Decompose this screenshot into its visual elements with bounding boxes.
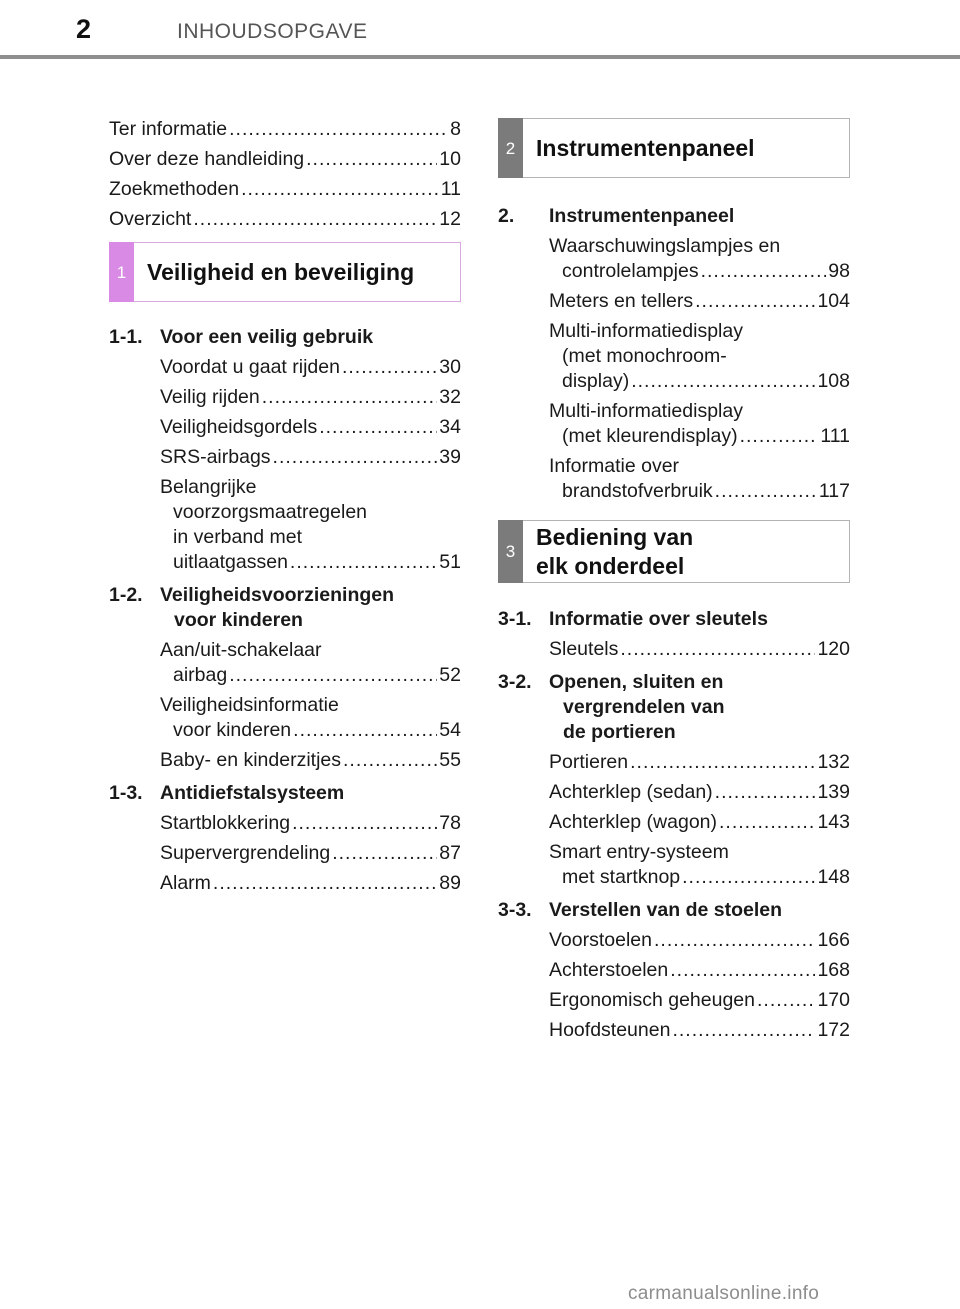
dot-leader xyxy=(631,369,815,394)
dot-leader xyxy=(229,663,437,688)
toc-item-line: Multi-informatiedisplay xyxy=(549,400,743,422)
toc-item-page: 172 xyxy=(817,1019,850,1041)
toc-item[interactable] xyxy=(549,750,850,775)
section-number: 1-2. xyxy=(109,584,143,606)
section-heading[interactable] xyxy=(498,204,850,229)
toc-item[interactable] xyxy=(549,1018,850,1043)
chapter-1-box[interactable] xyxy=(109,242,461,302)
toc-item-line: Aan/uit-schakelaar xyxy=(160,639,322,661)
section-items xyxy=(498,637,850,662)
toc-item-title: Startblokkering xyxy=(160,812,291,834)
section-title-line: Instrumentenpaneel xyxy=(549,205,735,227)
section-number: 3-2. xyxy=(498,671,532,693)
dot-leader xyxy=(630,750,815,775)
toc-item-page: 120 xyxy=(817,638,850,660)
section-number: 3-1. xyxy=(498,608,532,630)
toc-item-page: 55 xyxy=(439,749,461,771)
dot-leader xyxy=(654,928,815,953)
chapter-2-box[interactable] xyxy=(498,118,850,178)
toc-item-title: uitlaatgassen xyxy=(173,551,288,573)
toc-item-page: 166 xyxy=(817,929,850,951)
section-title xyxy=(160,781,461,806)
left-sections xyxy=(109,325,461,896)
dot-leader xyxy=(306,147,437,172)
toc-item-row xyxy=(160,355,461,380)
toc-item[interactable] xyxy=(549,399,850,449)
dot-leader xyxy=(273,445,438,470)
toc-entry-page: 12 xyxy=(439,208,461,230)
section-heading[interactable] xyxy=(109,781,461,806)
dot-leader xyxy=(757,988,815,1013)
toc-item-row xyxy=(160,550,461,575)
dot-leader xyxy=(229,117,448,142)
toc-item-page: 170 xyxy=(817,989,850,1011)
toc-entry-page: 11 xyxy=(440,178,461,200)
toc-item[interactable] xyxy=(160,841,461,866)
dot-leader xyxy=(293,718,437,743)
toc-item-page: 132 xyxy=(817,751,850,773)
toc-item-row xyxy=(549,369,850,394)
section-title-line: de portieren xyxy=(563,721,676,743)
toc-item[interactable] xyxy=(549,958,850,983)
dot-leader xyxy=(213,871,437,896)
toc-item-row xyxy=(549,289,850,314)
toc-item-page: 89 xyxy=(439,872,461,894)
toc-entry-title: Zoekmethoden xyxy=(109,178,240,200)
toc-item-title: controlelampjes xyxy=(562,260,699,282)
dot-leader xyxy=(290,550,437,575)
section-items xyxy=(498,234,850,504)
toc-item-row xyxy=(549,780,850,805)
chapter-title: Instrumentenpaneel xyxy=(536,134,755,161)
section-title-line: Antidiefstalsysteem xyxy=(160,782,345,804)
toc-item-row xyxy=(160,385,461,410)
section-title xyxy=(549,670,850,745)
dot-leader xyxy=(342,355,437,380)
toc-item[interactable] xyxy=(549,780,850,805)
toc-item-title: Voorstoelen xyxy=(549,929,652,951)
toc-item-row xyxy=(549,928,850,953)
chapter-tab: 2 xyxy=(498,118,523,178)
toc-item-title: Ergonomisch geheugen xyxy=(549,989,755,1011)
toc-item-title: Veilig rijden xyxy=(160,386,260,408)
toc-item-line: in verband met xyxy=(173,526,302,548)
toc-item-row xyxy=(160,748,461,773)
toc-item-page: 52 xyxy=(439,664,461,686)
toc-item-line: Veiligheidsinformatie xyxy=(160,694,339,716)
section-number: 1-3. xyxy=(109,782,143,804)
toc-item-row xyxy=(549,988,850,1013)
section-items xyxy=(109,811,461,896)
toc-item-row xyxy=(549,865,850,890)
dot-leader xyxy=(682,865,815,890)
toc-item-page: 168 xyxy=(817,959,850,981)
toc-entry-title: Over deze handleiding xyxy=(109,148,305,170)
toc-item-line: Informatie over xyxy=(549,455,680,477)
toc-item[interactable] xyxy=(160,638,461,688)
section-heading[interactable] xyxy=(498,670,850,745)
toc-entry-title: Overzicht xyxy=(109,208,192,230)
toc-item-page: 51 xyxy=(439,551,461,573)
dot-leader xyxy=(262,385,438,410)
toc-entry[interactable] xyxy=(109,202,461,232)
toc-item-row xyxy=(160,415,461,440)
toc-item-title: Hoofdsteunen xyxy=(549,1019,671,1041)
toc-item[interactable] xyxy=(160,748,461,773)
toc-entry-title: Ter informatie xyxy=(109,118,228,140)
section-title xyxy=(160,583,461,633)
dot-leader xyxy=(332,841,437,866)
toc-item-row xyxy=(549,637,850,662)
chapter-tab: 3 xyxy=(498,520,523,583)
toc-item-line: Waarschuwingslampjes en xyxy=(549,235,781,257)
dot-leader xyxy=(343,748,437,773)
toc-entry[interactable] xyxy=(109,142,461,172)
toc-item[interactable] xyxy=(160,415,461,440)
toc-item-page: 98 xyxy=(828,260,850,282)
chapter-title-line: Bediening van xyxy=(536,523,694,550)
right-sections-3 xyxy=(498,607,850,1043)
dot-leader xyxy=(695,289,815,314)
section-number: 3-3. xyxy=(498,899,532,921)
section-items xyxy=(498,750,850,890)
chapter-3-box[interactable] xyxy=(498,520,850,583)
toc-item-row xyxy=(160,811,461,836)
toc-item-title: Alarm xyxy=(160,872,211,894)
toc-item-title: Portieren xyxy=(549,751,629,773)
section-number: 1-1. xyxy=(109,326,143,348)
toc-item[interactable] xyxy=(549,988,850,1013)
toc-item[interactable] xyxy=(160,871,461,896)
dot-leader xyxy=(193,207,437,232)
toc-item-page: 78 xyxy=(439,812,461,834)
section-heading[interactable] xyxy=(498,607,850,632)
toc-item-title: SRS-airbags xyxy=(160,446,271,468)
toc-item-title: voor kinderen xyxy=(173,719,292,741)
toc-item-page: 54 xyxy=(439,719,461,741)
section-items xyxy=(109,638,461,773)
toc-item-page: 117 xyxy=(818,480,850,502)
toc-item-page: 143 xyxy=(817,811,850,833)
watermark: carmanualsonline.info xyxy=(628,1283,820,1304)
toc-item-title: Sleutels xyxy=(549,638,619,660)
toc-entry[interactable] xyxy=(109,172,461,202)
toc-item[interactable] xyxy=(549,454,850,504)
toc-item[interactable] xyxy=(549,840,850,890)
toc-item-title: Supervergrendeling xyxy=(160,842,331,864)
left-column xyxy=(109,112,461,896)
section-title xyxy=(549,607,850,632)
section-heading[interactable] xyxy=(498,898,850,923)
toc-item-page: 39 xyxy=(439,446,461,468)
section-title-line: Voor een veilig gebruik xyxy=(160,326,374,348)
section-heading[interactable] xyxy=(109,325,461,350)
toc-item-line: (met monochroom- xyxy=(562,345,727,367)
toc-item-title: Achterstoelen xyxy=(549,959,669,981)
toc-item-page: 30 xyxy=(439,356,461,378)
dot-leader xyxy=(319,415,437,440)
toc-item-page: 34 xyxy=(439,416,461,438)
toc-item[interactable] xyxy=(549,234,850,284)
toc-item-title: met startknop xyxy=(562,866,681,888)
chapter-title-line: elk onderdeel xyxy=(536,552,685,579)
toc-item-row xyxy=(160,663,461,688)
toc-item-row xyxy=(549,424,850,449)
section-title xyxy=(549,204,850,229)
toc-item-title: Veiligheidsgordels xyxy=(160,416,318,438)
toc-item[interactable] xyxy=(160,355,461,380)
toc-item[interactable] xyxy=(549,810,850,835)
toc-item-page: 111 xyxy=(820,425,850,447)
section-title-line: Informatie over sleutels xyxy=(549,608,768,630)
toc-item-row xyxy=(160,718,461,743)
dot-leader xyxy=(719,810,815,835)
toc-item-title: Meters en tellers xyxy=(549,290,694,312)
toc-entry[interactable] xyxy=(109,112,461,142)
header-title: INHOUDSOPGAVE xyxy=(177,20,368,43)
toc-item-line: Belangrijke xyxy=(160,476,257,498)
toc-item[interactable] xyxy=(160,445,461,470)
toc-item-title: airbag xyxy=(173,664,228,686)
toc-item-row xyxy=(549,810,850,835)
toc-item[interactable] xyxy=(160,811,461,836)
toc-item-page: 104 xyxy=(817,290,850,312)
toc-item-line: Smart entry-systeem xyxy=(549,841,729,863)
toc-entry-page: 10 xyxy=(439,148,461,170)
toc-item-row xyxy=(549,750,850,775)
toc-item-title: display) xyxy=(562,370,630,392)
toc-item-title: brandstofverbruik xyxy=(562,480,713,502)
toc-item-line: voorzorgsmaatregelen xyxy=(173,501,368,523)
section-title xyxy=(549,898,850,923)
chapter-title: Veiligheid en beveiliging xyxy=(147,258,415,285)
toc-item-page: 139 xyxy=(817,781,850,803)
toc-item-row xyxy=(549,958,850,983)
right-column xyxy=(498,118,850,1043)
intro-list xyxy=(109,112,461,232)
toc-item[interactable] xyxy=(160,385,461,410)
toc-item[interactable] xyxy=(549,289,850,314)
chapter-tab: 1 xyxy=(109,242,134,302)
right-sections-2 xyxy=(498,204,850,504)
dot-leader xyxy=(701,259,827,284)
page-number: 2 xyxy=(76,14,92,44)
section-title xyxy=(160,325,461,350)
section-title-line: Veiligheidsvoorzieningen xyxy=(160,584,395,606)
toc-item-page: 32 xyxy=(439,386,461,408)
section-title-line: voor kinderen xyxy=(174,609,303,631)
toc-item[interactable] xyxy=(549,928,850,953)
toc-item-row xyxy=(160,871,461,896)
toc-item-title: Achterklep (wagon) xyxy=(549,811,717,833)
toc-item-row xyxy=(549,1018,850,1043)
toc-item-row xyxy=(549,259,850,284)
toc-item-title: (met kleurendisplay) xyxy=(562,425,738,447)
toc-item-line: Multi-informatiedisplay xyxy=(549,320,743,342)
section-items xyxy=(109,355,461,575)
dot-leader xyxy=(292,811,437,836)
dot-leader xyxy=(740,424,819,449)
page-header xyxy=(0,0,960,62)
dot-leader xyxy=(670,958,815,983)
toc-item[interactable] xyxy=(160,693,461,743)
toc-item-page: 87 xyxy=(439,842,461,864)
toc-item-title: Achterklep (sedan) xyxy=(549,781,713,803)
header-rule xyxy=(0,55,960,59)
dot-leader xyxy=(715,479,817,504)
toc-item[interactable] xyxy=(549,319,850,394)
toc-item-row xyxy=(549,479,850,504)
toc-item-page: 108 xyxy=(817,370,850,392)
section-items xyxy=(498,928,850,1043)
section-number: 2. xyxy=(498,205,515,227)
toc-item[interactable] xyxy=(549,637,850,662)
toc-item-page: 148 xyxy=(817,866,850,888)
dot-leader xyxy=(620,637,815,662)
toc-item-row xyxy=(160,445,461,470)
toc-item[interactable] xyxy=(160,475,461,575)
dot-leader xyxy=(672,1018,815,1043)
toc-item-title: Voordat u gaat rijden xyxy=(160,356,340,378)
dot-leader xyxy=(241,177,439,202)
toc-entry-page: 8 xyxy=(450,118,461,140)
dot-leader xyxy=(715,780,816,805)
section-title-line: Openen, sluiten en xyxy=(549,671,724,693)
toc-item-row xyxy=(160,841,461,866)
section-heading[interactable] xyxy=(109,583,461,633)
toc-item-title: Baby- en kinderzitjes xyxy=(160,749,342,771)
section-title-line: Verstellen van de stoelen xyxy=(549,899,783,921)
section-title-line: vergrendelen van xyxy=(563,696,725,718)
chapter-title xyxy=(536,521,693,582)
